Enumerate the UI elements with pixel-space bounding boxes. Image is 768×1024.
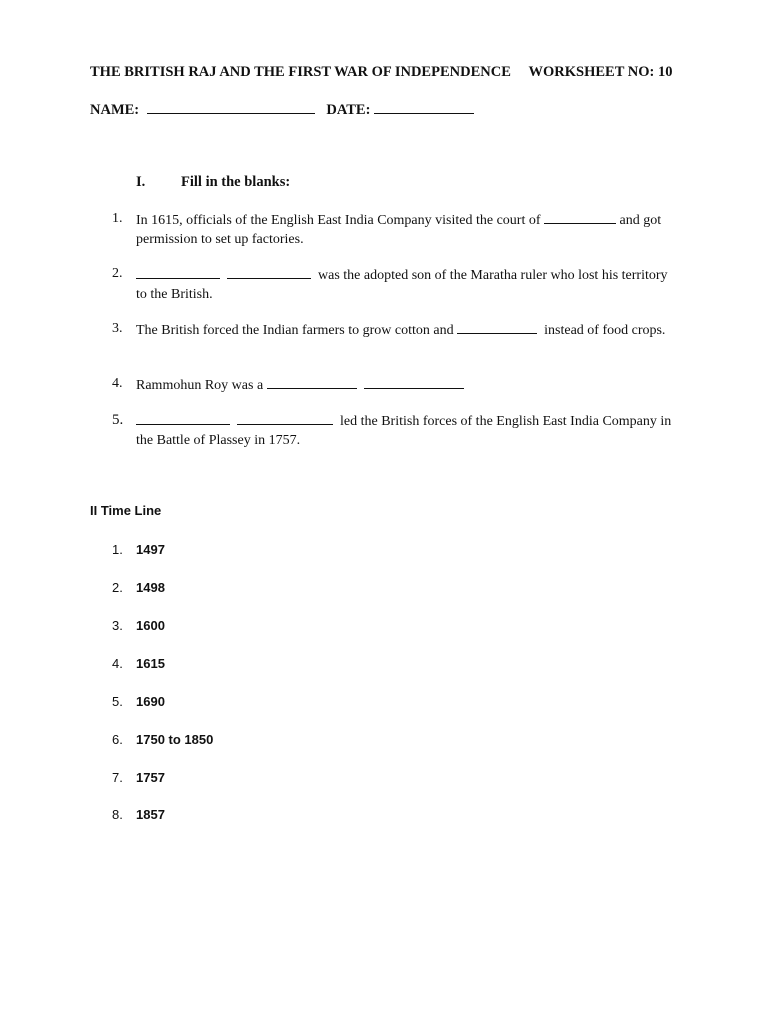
question-text: was the adopted son of the Maratha ruler who lost his territory to the British.: [136, 265, 672, 304]
question-3: [112, 320, 672, 341]
question-4: [112, 375, 672, 396]
answer-blank[interactable]: [227, 265, 311, 279]
answer-blank[interactable]: [267, 375, 357, 389]
name-date-row: [90, 101, 474, 119]
question-text: led the British forces of the English East India Company in the Battle of Plassey in 1757.: [136, 411, 672, 450]
question-2: [112, 265, 672, 304]
section1-title: Fill in the blanks:: [181, 174, 291, 190]
timeline-year: 1498: [136, 580, 165, 595]
section1-heading: [136, 174, 290, 191]
question-number: 2.: [112, 266, 123, 281]
worksheet-number: WORKSHEET NO: 10: [528, 64, 673, 80]
timeline-item: 6. 1750 to 1850: [112, 732, 214, 747]
answer-blank[interactable]: [544, 210, 616, 224]
timeline-year: 1600: [136, 618, 165, 633]
question-number: 3.: [112, 321, 123, 336]
section2-heading: II Time Line: [90, 503, 162, 518]
timeline-year: 1757: [136, 770, 165, 785]
timeline-year: 1497: [136, 542, 165, 557]
question-number: 5.: [112, 412, 124, 428]
name-blank[interactable]: [147, 101, 315, 114]
timeline-year: 1615: [136, 656, 165, 671]
section1-number: I.: [136, 174, 146, 190]
name-label: NAME:: [90, 102, 140, 118]
question-1: [112, 210, 672, 249]
timeline-item: 5. 1690: [112, 694, 165, 709]
answer-blank[interactable]: [364, 375, 464, 389]
timeline-year: 1690: [136, 694, 165, 709]
timeline-year: 1750 to 1850: [136, 732, 214, 747]
timeline-year: 1857: [136, 807, 165, 822]
timeline-item: 4. 1615: [112, 656, 165, 671]
answer-blank[interactable]: [136, 411, 230, 425]
worksheet-title: THE BRITISH RAJ AND THE FIRST WAR OF INDEPENDENCE: [90, 64, 511, 80]
question-number: 1.: [112, 211, 123, 226]
date-blank[interactable]: [374, 101, 474, 114]
question-text: In 1615, officials of the English East India Company visited the court of and got permission to set up factories.: [136, 210, 672, 249]
answer-blank[interactable]: [136, 265, 220, 279]
answer-blank[interactable]: [457, 320, 537, 334]
timeline-item: 8. 1857: [112, 807, 165, 822]
timeline-item: 1. 1497: [112, 542, 165, 557]
question-text: The British forced the Indian farmers to grow cotton and instead of food crops.: [136, 320, 672, 341]
question-text: Rammohun Roy was a: [136, 375, 672, 396]
question-number: 4.: [112, 376, 123, 391]
answer-blank[interactable]: [237, 411, 333, 425]
date-label: DATE:: [326, 102, 371, 118]
question-5: [112, 411, 672, 450]
timeline-item: 2. 1498: [112, 580, 165, 595]
timeline-item: 3. 1600: [112, 618, 165, 633]
worksheet-header: [90, 64, 672, 81]
timeline-item: 7. 1757: [112, 770, 165, 785]
